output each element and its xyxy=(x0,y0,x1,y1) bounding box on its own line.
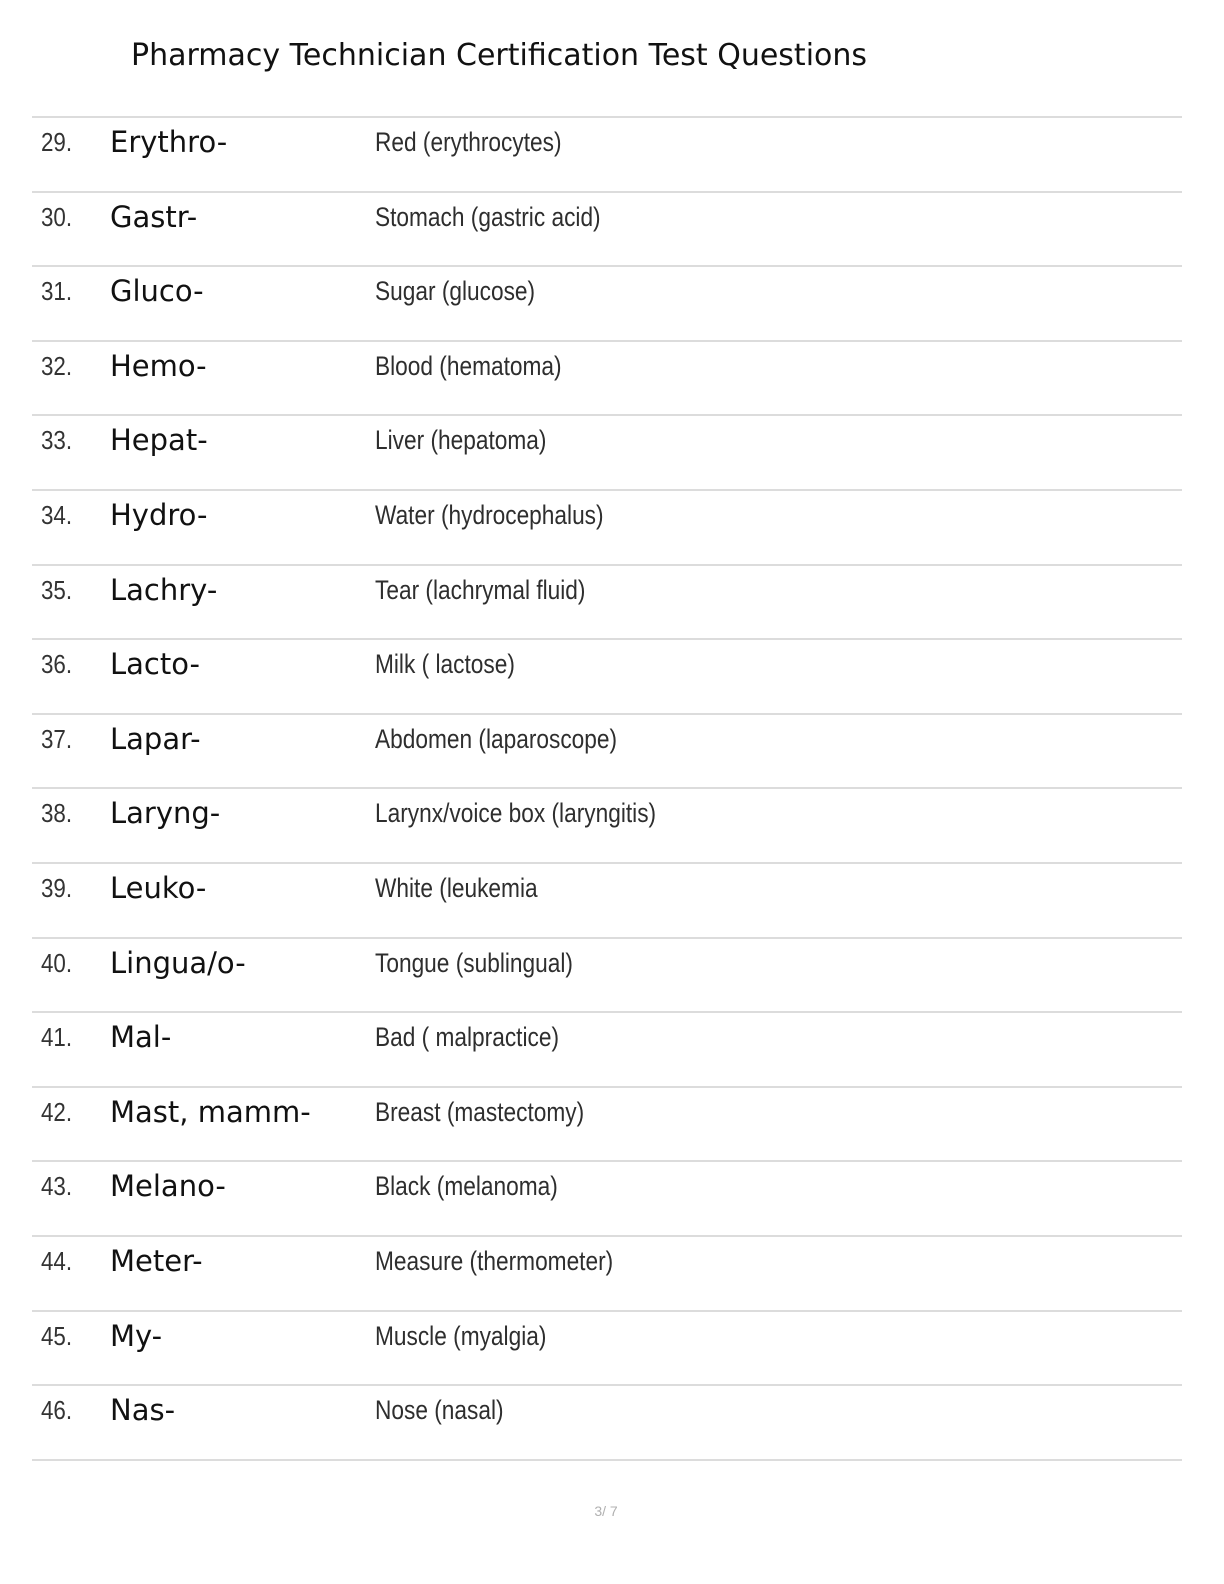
term-number: 35. xyxy=(41,574,73,605)
table-row xyxy=(32,1088,1182,1163)
term-number: 29. xyxy=(41,127,73,157)
term-definition: Tongue (sublingual) xyxy=(375,947,573,978)
term-root: Mal- xyxy=(110,1020,172,1055)
term-definition: Milk ( lactose) xyxy=(375,649,515,680)
table-row xyxy=(32,1386,1182,1461)
table-row xyxy=(32,640,1182,715)
table-row xyxy=(32,491,1182,566)
table-row xyxy=(32,267,1182,342)
term-definition: Muscle (myalgia) xyxy=(375,1320,547,1351)
term-root: Lingua/o- xyxy=(110,945,246,980)
term-number: 46. xyxy=(41,1395,73,1426)
term-root: Gluco- xyxy=(110,274,204,309)
table-row xyxy=(32,715,1182,790)
term-root: Meter- xyxy=(110,1243,203,1278)
term-number: 45. xyxy=(41,1320,73,1351)
term-number: 32. xyxy=(41,350,73,381)
term-number: 33. xyxy=(41,425,73,456)
table-row xyxy=(32,193,1182,268)
term-definition: Liver (hepatoma) xyxy=(375,425,547,456)
term-root: Hepat- xyxy=(110,423,208,458)
term-root: Lacto- xyxy=(110,647,200,682)
term-definition: Nose (nasal) xyxy=(375,1395,504,1426)
term-number: 42. xyxy=(41,1096,73,1127)
table-row xyxy=(32,1312,1182,1387)
term-definition: Breast (mastectomy) xyxy=(375,1096,585,1127)
term-table xyxy=(32,116,1182,1461)
term-root: Erythro- xyxy=(110,125,228,159)
table-row xyxy=(32,1237,1182,1312)
term-root: Hemo- xyxy=(110,348,207,383)
term-number: 40. xyxy=(41,947,73,978)
term-root: Melano- xyxy=(110,1169,226,1204)
term-root: Nas- xyxy=(110,1393,176,1428)
term-number: 30. xyxy=(41,201,73,232)
term-root: My- xyxy=(110,1318,163,1353)
table-row xyxy=(32,864,1182,939)
table-row xyxy=(32,416,1182,491)
term-definition: Measure (thermometer) xyxy=(375,1245,614,1276)
term-definition: Blood (hematoma) xyxy=(375,350,562,381)
term-definition: White (leukemia xyxy=(375,872,538,903)
table-row xyxy=(32,342,1182,417)
term-number: 43. xyxy=(41,1171,73,1202)
table-row xyxy=(32,939,1182,1014)
term-definition: Stomach (gastric acid) xyxy=(375,201,601,232)
table-row xyxy=(32,566,1182,641)
page-title: Pharmacy Technician Certification Test Questions xyxy=(131,38,868,73)
term-number: 37. xyxy=(41,723,73,754)
term-number: 38. xyxy=(41,798,73,829)
term-number: 44. xyxy=(41,1245,73,1276)
term-definition: Black (melanoma) xyxy=(375,1171,558,1202)
term-definition: Water (hydrocephalus) xyxy=(375,499,604,530)
term-number: 41. xyxy=(41,1022,73,1053)
term-number: 31. xyxy=(41,276,73,307)
term-definition: Sugar (glucose) xyxy=(375,276,536,307)
table-row xyxy=(32,1162,1182,1237)
term-root: Lachry- xyxy=(110,572,218,607)
term-root: Lapar- xyxy=(110,721,201,756)
term-definition: Bad ( malpractice) xyxy=(375,1022,560,1053)
term-number: 34. xyxy=(41,499,73,530)
term-root: Mast, mamm- xyxy=(110,1094,311,1129)
term-root: Leuko- xyxy=(110,870,207,905)
page-number: 3/ 7 xyxy=(594,1503,618,1519)
term-number: 36. xyxy=(41,649,73,680)
term-definition: Red (erythrocytes) xyxy=(375,127,562,157)
table-row xyxy=(32,1013,1182,1088)
term-root: Laryng- xyxy=(110,796,221,831)
term-number: 39. xyxy=(41,872,73,903)
term-root: Hydro- xyxy=(110,497,208,532)
term-definition: Tear (lachrymal fluid) xyxy=(375,574,586,605)
term-definition: Larynx/voice box (laryngitis) xyxy=(375,798,657,829)
term-root: Gastr- xyxy=(110,199,198,234)
table-row xyxy=(32,118,1182,193)
table-row xyxy=(32,789,1182,864)
term-definition: Abdomen (laparoscope) xyxy=(375,723,618,754)
